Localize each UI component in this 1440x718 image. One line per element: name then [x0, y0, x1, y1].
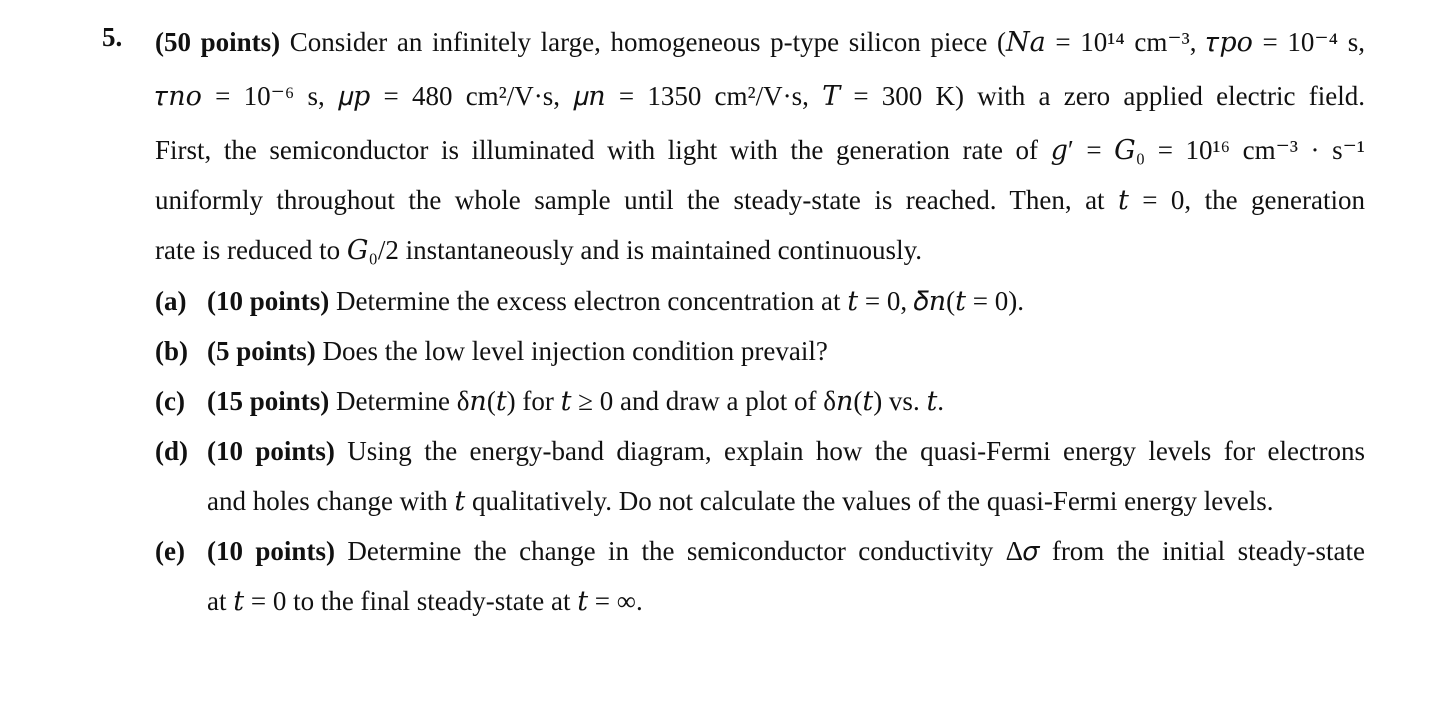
subpart-b-label: (b) [155, 336, 188, 366]
problem-line-1-rest: Consider an infinitely large, homogeneous p-type silicon piece (𝑁𝑎 = 10¹⁴ cm⁻³, 𝜏𝑝𝑜 = 10⁻⁴ s, [280, 27, 1365, 57]
problem-text-line-3: First, the semiconductor is illuminated with light with the generation rate of 𝑔′ = 𝐺₀ = 10¹⁶ cm⁻³ · s⁻¹ [155, 135, 1365, 165]
subpart-d-label: (d) [155, 436, 188, 466]
subpart-d-line-2: and holes change with 𝑡 qualitatively. Do not calculate the values of the quasi-Fermi energy levels. [207, 486, 1274, 516]
subpart-e-text-1: Determine the change in the semiconductor conductivity Δ𝜎 from the initial steady-state [347, 536, 1366, 566]
subpart-c-text: Determine δ𝑛(𝑡) for 𝑡 ≥ 0 and draw a plot of δ𝑛(𝑡) vs. 𝑡. [336, 386, 945, 416]
problem-text-line-1 [155, 22, 1365, 62]
subpart-e-label: (e) [155, 536, 185, 566]
problem-number: 5. [102, 22, 123, 52]
subpart-b-line-1 [207, 331, 1365, 371]
subpart-c-points: (15 points) [207, 386, 330, 416]
subpart-e-points: (10 points) [207, 536, 335, 566]
subpart-d-text-1: Using the energy-band diagram, explain how the quasi-Fermi energy levels for electrons [347, 436, 1366, 466]
subpart-c-line-1 [207, 381, 1365, 421]
subpart-e-line-2: at 𝑡 = 0 to the final steady-state at 𝑡 = ∞. [207, 586, 643, 616]
subpart-b-points: (5 points) [207, 336, 316, 366]
subpart-c-label: (c) [155, 386, 185, 416]
subpart-a-points: (10 points) [207, 286, 330, 316]
subpart-d-line-1 [207, 431, 1365, 471]
subpart-a-line-1 [207, 281, 1365, 321]
problem-text-line-4: uniformly throughout the whole sample until the steady-state is reached. Then, at 𝑡 = 0, the generation [155, 185, 1365, 215]
problem-points: (50 points) [155, 27, 281, 57]
problem-text-line-5: rate is reduced to 𝐺₀/2 instantaneously and is maintained continuously. [155, 235, 923, 265]
subpart-b-text: Does the low level injection condition prevail? [322, 336, 828, 366]
subpart-a-text: Determine the excess electron concentration at 𝑡 = 0, 𝛿𝑛(𝑡 = 0). [336, 286, 1024, 316]
subpart-a-label: (a) [155, 286, 187, 316]
subpart-d-points: (10 points) [207, 436, 335, 466]
subpart-e-line-1 [207, 531, 1365, 571]
problem-text-line-2: 𝜏𝑛𝑜 = 10⁻⁶ s, 𝜇𝑝 = 480 cm²/V·s, 𝜇𝑛 = 1350 cm²/V·s, 𝑇 = 300 K) with a zero applied electric field. [155, 81, 1365, 111]
